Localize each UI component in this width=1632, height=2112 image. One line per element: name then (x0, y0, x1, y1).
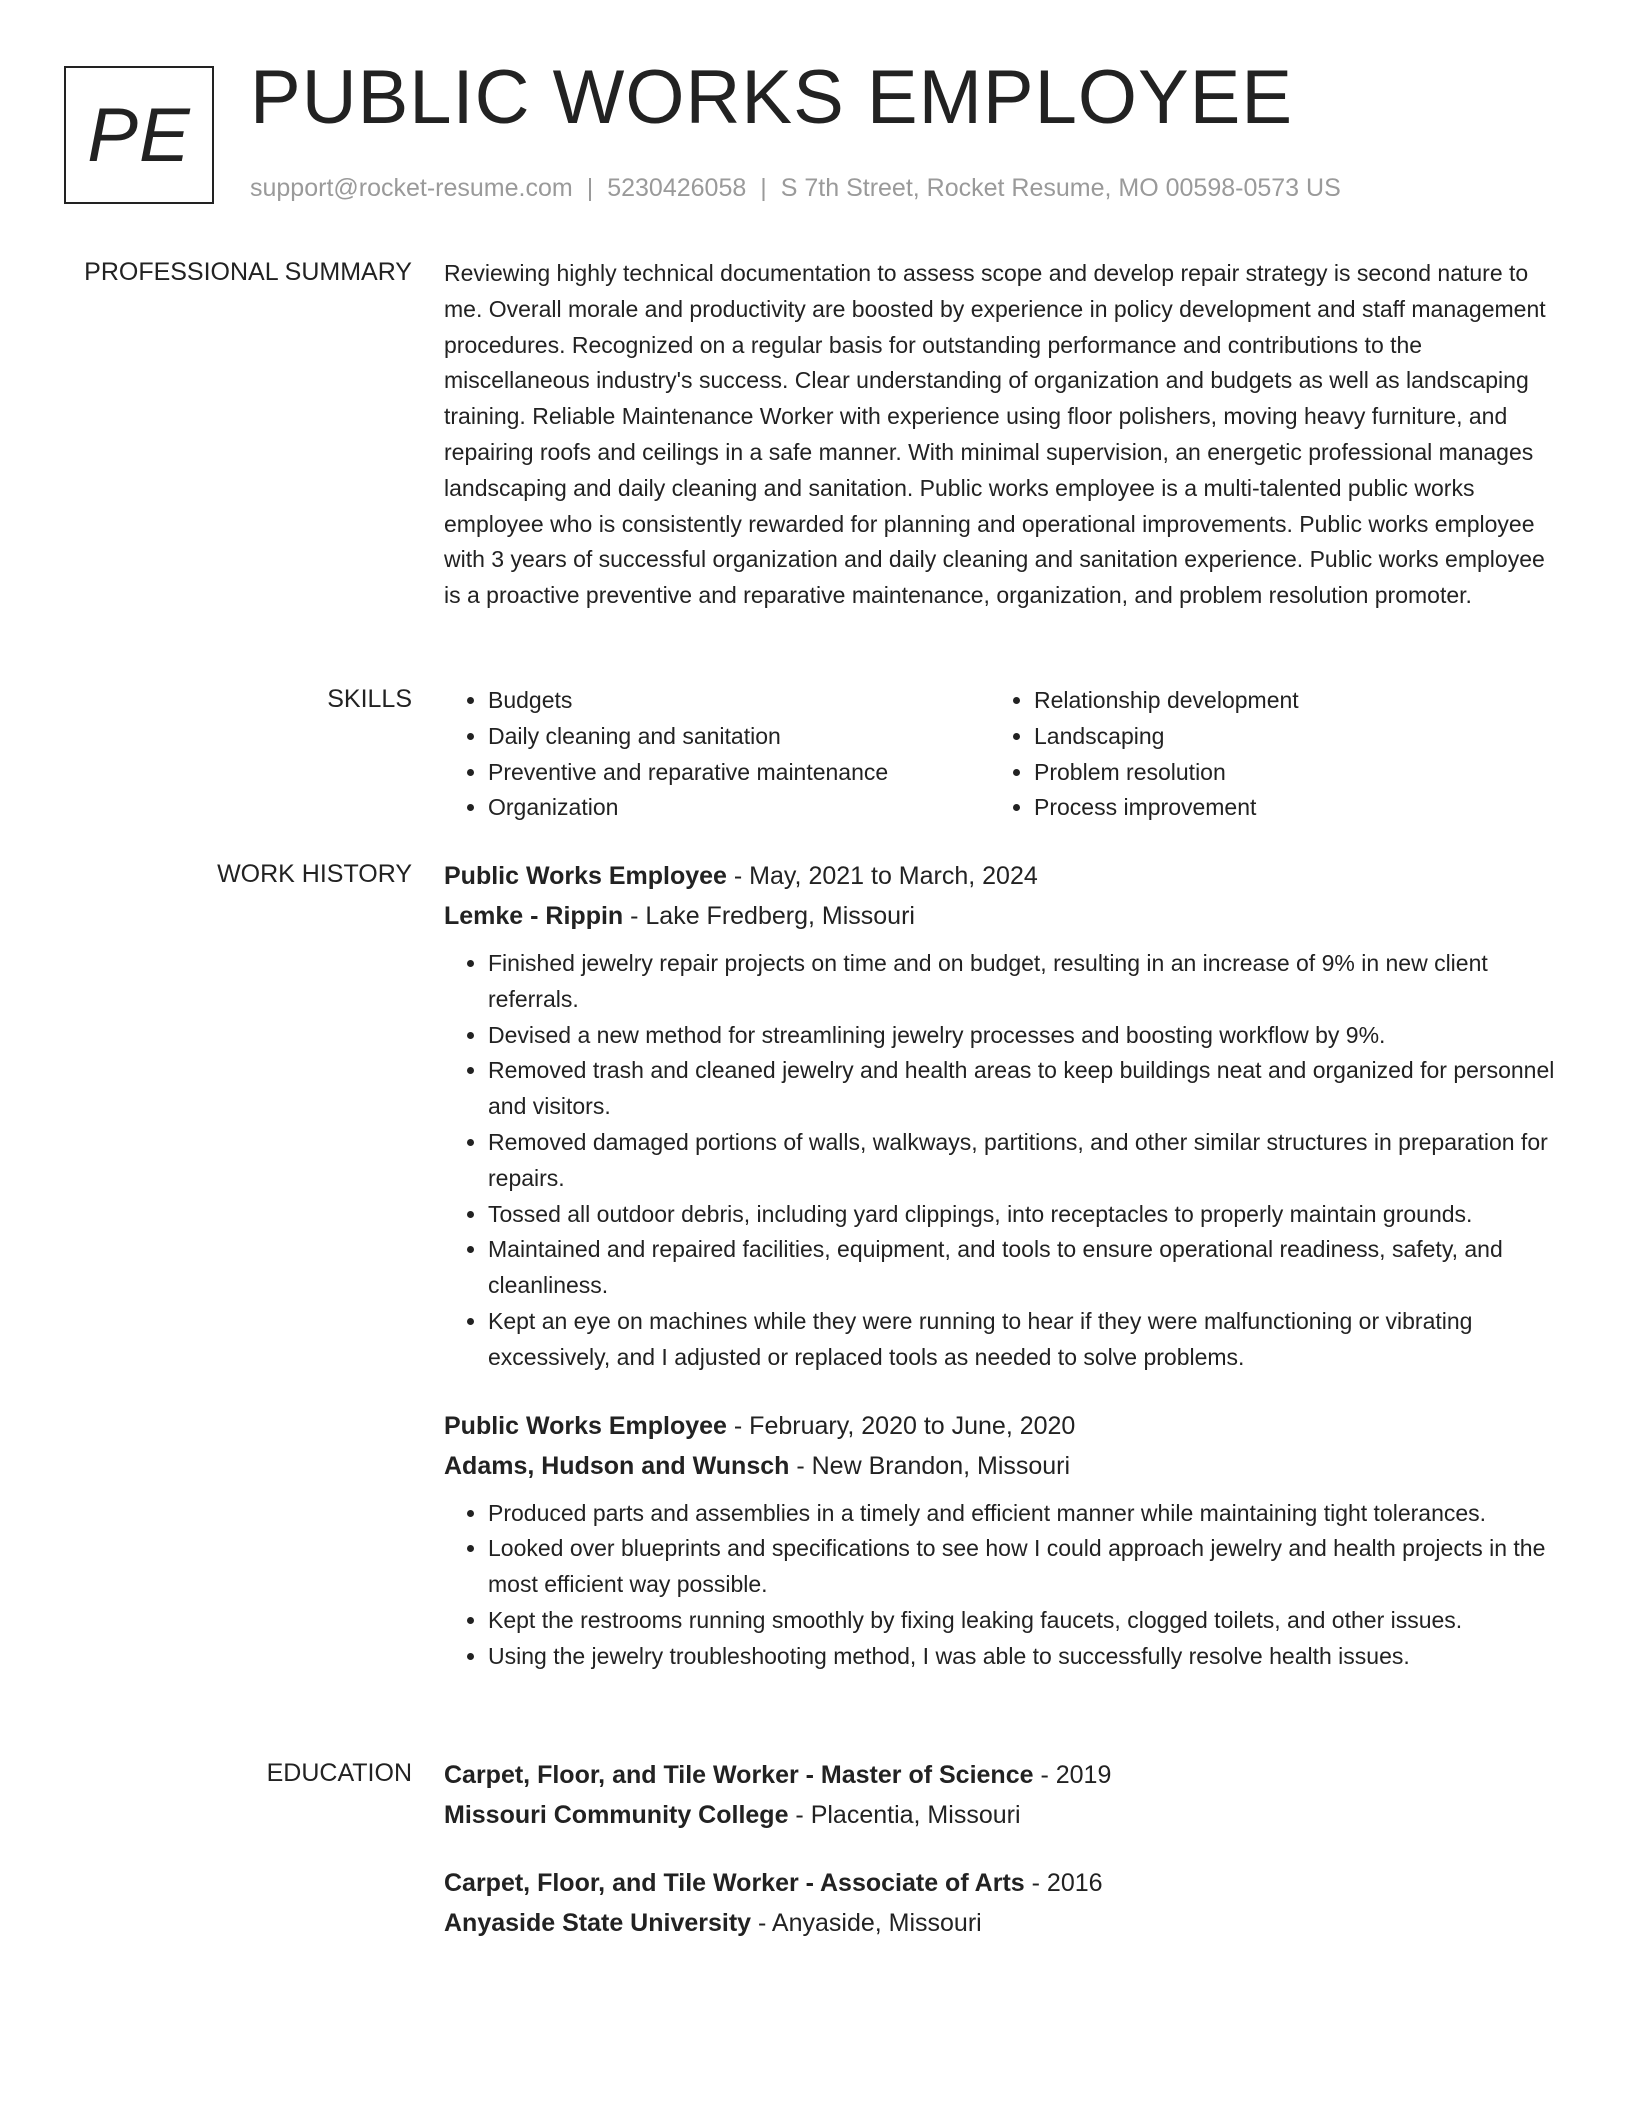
job-bullet: • Removed trash and cleaned jewelry and health areas to keep buildings neat and organized for personnel and visitors. (488, 1053, 1564, 1125)
education-year: - 2016 (1024, 1869, 1103, 1897)
job-bullet: • Maintained and repaired facilities, equipment, and tools to ensure operational readiness, safety, and cleanliness. (488, 1232, 1564, 1304)
job-title: Public Works Employee (444, 862, 727, 890)
skill-item: • Landscaping (1034, 719, 1536, 755)
job-bullet: • Tossed all outdoor debris, including yard clippings, into receptacles to properly maintain grounds. (488, 1197, 1564, 1233)
job-title-line (444, 856, 1564, 896)
job-dates: - February, 2020 to June, 2020 (726, 1411, 1076, 1440)
skills-list-left (444, 683, 990, 826)
education-heading: EDUCATION (266, 1759, 412, 1787)
job-bullet: • Devised a new method for streamlining jewelry processes and boosting workflow by 9%. (488, 1018, 1564, 1054)
skills-heading: SKILLS (327, 685, 412, 713)
contact-address: S 7th Street, Rocket Resume, MO 00598-0573 US (780, 174, 1341, 202)
work-history-body (444, 856, 1564, 1705)
job-bullet: • Kept an eye on machines while they were running to hear if they were malfunctioning or vibrating excessively, and I adjusted or replaced tools as needed to solve problems. (488, 1304, 1564, 1376)
job-employer-line (444, 1446, 1564, 1486)
education-school-line (444, 1795, 1564, 1835)
skill-item: • Problem resolution (1034, 755, 1536, 791)
education-school: Anyaside State University (444, 1909, 752, 1937)
education-location: - Placentia, Missouri (788, 1801, 1021, 1829)
job-bullet: • Removed damaged portions of walls, walkways, partitions, and other similar structures in preparation for repairs. (488, 1125, 1564, 1197)
job-bullets (444, 946, 1564, 1376)
job-employer: Lemke - Rippin (444, 902, 624, 930)
skills-grid (444, 683, 1564, 826)
contact-line (250, 174, 1341, 203)
education-body (444, 1755, 1564, 1971)
job-title-line (444, 1406, 1564, 1446)
job-employer: Adams, Hudson and Wunsch (444, 1451, 790, 1480)
education-entry (444, 1863, 1564, 1943)
contact-phone[interactable]: 5230426058 (607, 174, 747, 202)
job-title: Public Works Employee (444, 1411, 727, 1440)
education-degree-line (444, 1755, 1564, 1795)
job-dates: - May, 2021 to March, 2024 (726, 862, 1038, 890)
job-entry (444, 856, 1564, 1376)
summary-text: Reviewing highly technical documentation to assess scope and develop repair strategy is second nature to me. Overall morale and productivity are boosted by experience in policy development and staff management procedures. Recognized on a regular basis for outstanding performance and contributions to the miscellaneous industry's success. Clear understanding of organization and budgets as well as landscaping training. Reliable Maintenance Worker with experience using floor polishers, moving heavy furniture, and repairing roofs and ceilings in a safe manner. With minimal supervision, an energetic professional manages landscaping and daily cleaning and sanitation. Public works employee is a multi-talented public works employee who is consistently rewarded for planning and operational improvements. Public works employee with 3 years of successful organization and daily cleaning and sanitation experience. Public works employee is a proactive preventive and reparative maintenance, organization, and problem resolution promoter. (444, 260, 1546, 609)
skill-item: • Organization (488, 790, 990, 826)
skill-item: • Process improvement (1034, 790, 1536, 826)
work-history-heading: WORK HISTORY (217, 860, 412, 888)
job-bullet: • Produced parts and assemblies in a timely and efficient manner while maintaining tight tolerances. (488, 1496, 1564, 1532)
job-bullets (444, 1496, 1564, 1675)
job-location: - New Brandon, Missouri (789, 1451, 1071, 1480)
education-year: - 2019 (1033, 1761, 1112, 1789)
skill-item: • Daily cleaning and sanitation (488, 719, 990, 755)
education-entry (444, 1755, 1564, 1835)
education-degree: Carpet, Floor, and Tile Worker - Master of Science (444, 1761, 1034, 1789)
skills-body (444, 683, 1564, 826)
summary-body (444, 256, 1564, 614)
education-school-line (444, 1903, 1564, 1943)
education-degree: Carpet, Floor, and Tile Worker - Associate of Arts (444, 1869, 1025, 1897)
job-location: - Lake Fredberg, Missouri (623, 902, 915, 930)
skill-item: • Relationship development (1034, 683, 1536, 719)
job-employer-line (444, 896, 1564, 936)
education-location: - Anyaside, Missouri (751, 1909, 982, 1937)
skill-item: • Preventive and reparative maintenance (488, 755, 990, 791)
contact-separator: | (760, 174, 767, 202)
education-school: Missouri Community College (444, 1801, 789, 1829)
skills-list-right (990, 683, 1536, 826)
summary-heading: PROFESSIONAL SUMMARY (84, 258, 412, 286)
skill-item: • Budgets (488, 683, 990, 719)
job-entry (444, 1406, 1564, 1675)
page-title: PUBLIC WORKS EMPLOYEE (250, 55, 1294, 140)
job-bullet: • Using the jewelry troubleshooting method, I was able to successfully resolve health issues. (488, 1639, 1564, 1675)
contact-email[interactable]: support@rocket-resume.com (250, 174, 573, 202)
job-bullet: • Kept the restrooms running smoothly by fixing leaking faucets, clogged toilets, and other issues. (488, 1603, 1564, 1639)
job-bullet: • Finished jewelry repair projects on time and on budget, resulting in an increase of 9% in new client referrals. (488, 946, 1564, 1018)
education-degree-line (444, 1863, 1564, 1903)
monogram-logo: PE (64, 66, 214, 204)
contact-separator: | (586, 174, 594, 202)
job-bullet: • Looked over blueprints and specifications to see how I could approach jewelry and health projects in the most efficient way possible. (488, 1531, 1564, 1603)
